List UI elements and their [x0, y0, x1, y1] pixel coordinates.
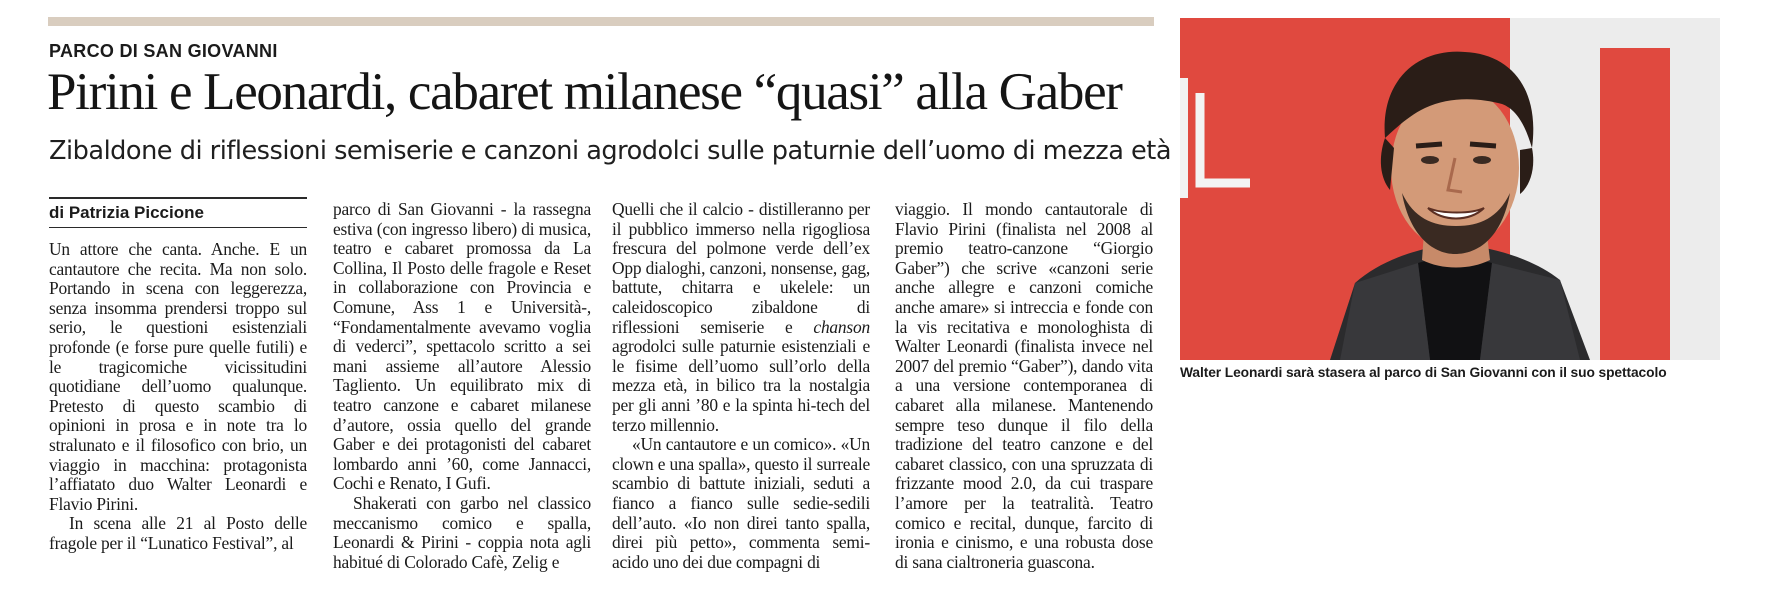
text-column-5 — [1180, 404, 1438, 574]
text-column-3: Quelli che il calcio - distilleranno per il pubblico immerso nella rigogliosa frescura del polmone verde dell’ex Opp dialoghi, canzoni, nonsense, gag, battute, chitarra e ukelele: un caleidoscopico zibaldone di riflessioni semiserie e chanson agrodolci sulle paturnie esistenziali e le fisime dell’uomo sull’orlo della mezza età, in bilico tra la nostalgia per gli anni ’80 e la spinta hi-tech del terzo millennio. «Un cantautore e un comico». «Un clown e una spalla», questo il surreale scambio di battute iniziali, seduti a fianco a fianco sulle sedie-sedili dell’auto. «Io non direi tanto spalla, direi più petto», commenta semi-acido uno dei due compagni di — [612, 199, 871, 572]
headline: Pirini e Leonardi, cabaret milanese “quasi” alla Gaber — [47, 63, 1122, 121]
text-column-6 — [1465, 404, 1723, 574]
top-rule — [48, 17, 1154, 26]
text-column-1: Un attore che canta. Anche. E un cantautore che recita. Ma non solo. Portando in scena con leggerezza, senza insomma prendersi troppo sul serio, le questioni esistenziali profonde (e forse pure quelle futili) e le tragicomiche vicissitudini quotidiane dell’uomo qualunque. Pretesto di questo scambio di opinioni in prosa e in note tra lo stralunato e il filosofico con brio, un viaggio in macchina: protagonista l’affiatato duo Walter Leonardi e Flavio Pirini. In scena alle 21 al Posto delle fragole per il “Lunatico Festival”, al — [49, 239, 307, 553]
byline-rule — [49, 197, 307, 199]
article-photo — [1180, 18, 1720, 360]
kicker: PARCO DI SAN GIOVANNI — [49, 41, 278, 61]
text-column-2: parco di San Giovanni - la rassegna estiva (con ingresso libero) di musica, teatro e cabaret promossa da La Collina, Il Posto delle fragole e Reset in collaborazione con Provincia e Comune, Ass 1 e Università-, “Fondamentalmente avevamo voglia di vederci”, spettacolo scritto a sei mani assieme all’autore Alessio Tagliento. Un equilibrato mix di teatro canzone e cabaret milanese d’autore, ossia quello del grande Gaber e dei protagonisti del cabaret lombardo anni ’60, come Jannacci, Cochi e Renato, I Gufi. Shakerati con garbo nel classico meccanismo comico e spalla, Leonardi & Pirini - coppia nota agli habitué di Colorado Cafè, Zelig e — [333, 199, 592, 572]
text-column-4: viaggio. Il mondo cantautorale di Flavio Pirini (finalista nel 2008 al premio teatro-canzone “Giorgio Gaber”) che scrive «canzoni serie anche allegre e canzoni comiche anche amare» si intreccia e fonde con la vis recitativa e monologhista di Walter Leonardi (finalista invece nel 2007 del premio “Gaber”), dando vita a una versione contemporanea di cabaret alla milanese. Mantenendo sempre teso dunque il filo della tradizione del teatro canzone e del cabaret classico, con una spruzzata di frizzante mood 2.0, da cui traspare l’amore per la teatralità. Teatro comico e recital, dunque, farcito di ironia e cinismo, e una robusta dose di sana cialtroneria guascona. — [895, 199, 1153, 572]
photo-caption: Walter Leonardi sarà stasera al parco di San Giovanni con il suo spettacolo — [1180, 365, 1667, 380]
portrait-illustration — [1180, 18, 1720, 360]
subhead: Zibaldone di riflessioni semiserie e canzoni agrodolci sulle paturnie dell’uomo di mezza età — [49, 136, 1172, 166]
byline: di Patrizia Piccione — [49, 203, 307, 228]
byline-block — [49, 197, 307, 228]
